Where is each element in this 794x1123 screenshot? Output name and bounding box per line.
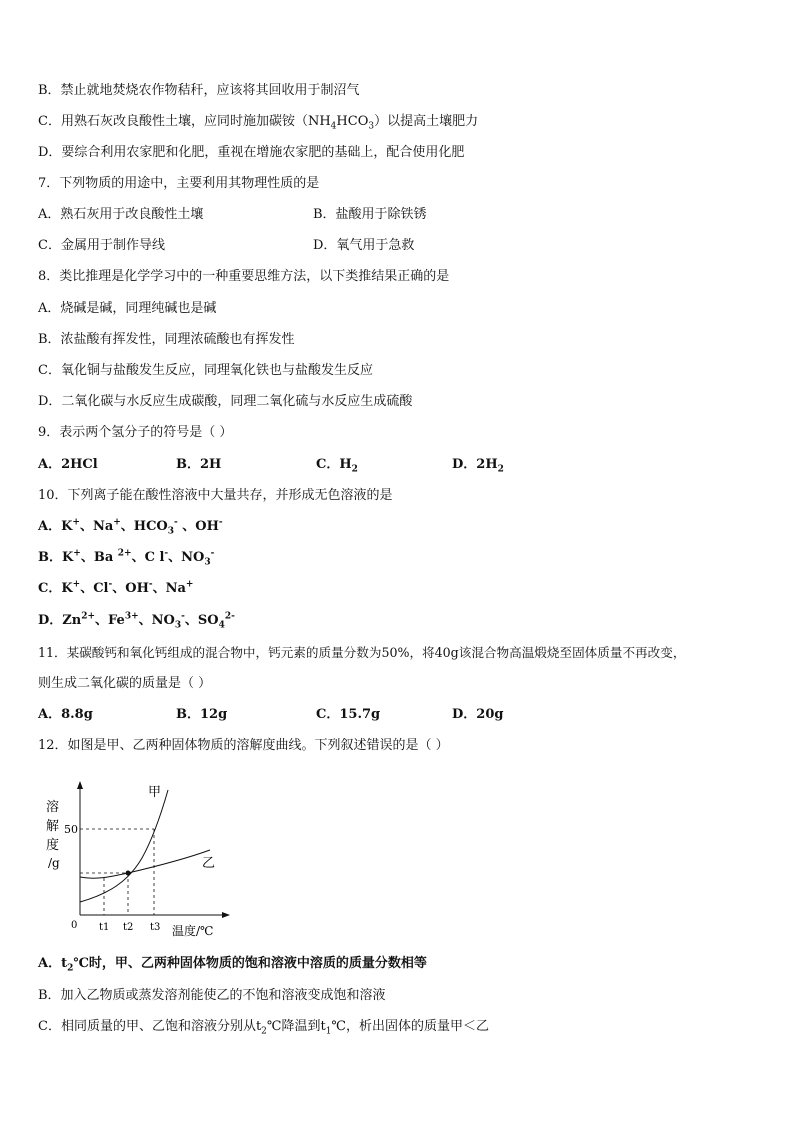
q9-option-a: A．2HCl: [38, 457, 98, 472]
x-tick-t1: t1: [99, 922, 110, 933]
q11-option-d: D．20g: [452, 707, 504, 722]
q7-option-b: B．盐酸用于除铁锈: [313, 207, 427, 222]
q12-option-c: C．相同质量的甲、乙饱和溶液分别从$t_2℃$降温到$t_1℃$，析出固体的质量甲＜乙: [38, 1019, 489, 1037]
q8-option-c: C．氧化铜与盐酸发生反应，同理氧化铁也与盐酸发生反应: [38, 363, 373, 378]
label-jia: 甲: [148, 785, 162, 800]
q12-option-b: B．加入乙物质或蒸发溶剂能使乙的不饱和溶液变成饱和溶液: [38, 988, 386, 1003]
q8-option-a: A．烧碱是碱，同理纯碱也是碱: [38, 301, 217, 316]
question-7-stem: 7．下列物质的用途中，主要利用其物理性质的是: [38, 176, 320, 191]
question-12-stem: 12．如图是甲、乙两种固体物质的溶解度曲线。下列叙述错误的是（ ）: [38, 738, 449, 753]
question-8-stem: 8．类比推理是化学学习中的一种重要思维方法，以下类推结果正确的是: [38, 269, 450, 284]
q8-option-d: D．二氧化碳与水反应生成碳酸，同理二氧化硫与水反应生成硫酸: [38, 394, 413, 409]
curve-jia: [80, 790, 168, 902]
origin-label: 0: [71, 920, 78, 931]
q9-option-d: D．$2H_2$: [452, 457, 504, 475]
x-tick-t2: t2: [123, 922, 134, 933]
q10-option-a: A．K+、Na+、$HCO_3^-$ 、OH-: [38, 517, 223, 537]
q8-option-b: B．浓盐酸有挥发性，同理浓硫酸也有挥发性: [38, 332, 295, 347]
q12-option-a: A．$t_2℃$时，甲、乙两种固体物质的饱和溶液中溶质的质量分数相等: [38, 956, 427, 974]
x-axis-label: 温度/℃: [172, 924, 214, 938]
question-10-stem: 10．下列离子能在酸性溶液中大量共存，并形成无色溶液的是: [38, 488, 393, 503]
intersection-point: [126, 871, 131, 876]
option-d-prev: D．要综合利用农家肥和化肥，重视在增施农家肥的基础上，配合使用化肥: [38, 145, 465, 160]
q9-option-c: C．$H_2$: [316, 457, 358, 475]
q10-option-c: C．K+、Cl-、OH-、Na+: [38, 579, 194, 596]
q11-option-c: C．15.7g: [316, 707, 381, 722]
y-axis-arrow: [77, 781, 83, 789]
question-11-stem-line1: 11．某碳酸钙和氧化钙组成的混合物中，钙元素的质量分数为50%，将40g该混合物高温煅烧至固体质量不再改变，: [38, 645, 686, 660]
y-label-char-2: 解: [46, 819, 60, 834]
y-label-char-3: 度: [46, 838, 60, 853]
x-tick-t3: t3: [150, 922, 161, 933]
q9-option-b: B．2H: [176, 457, 222, 472]
x-axis-arrow: [222, 912, 230, 918]
question-9-stem: 9．表示两个氢分子的符号是（ ）: [38, 425, 233, 440]
option-b-prev: B．禁止就地焚烧农作物秸秆，应该将其回收用于制沼气: [38, 83, 360, 98]
y-label-char-4: /g: [48, 856, 60, 870]
q11-option-a: A．8.8g: [38, 707, 93, 722]
q10-option-d: D．$Zn^{2+}$、$Fe^{3+}$、$NO_3^-$、$SO_4^{2-}$: [38, 611, 235, 631]
curve-yi: [80, 850, 210, 878]
solubility-curve-figure: [38, 778, 238, 943]
q7-option-d: D．氧气用于急救: [313, 238, 415, 253]
q7-option-a: A．熟石灰用于改良酸性土壤: [38, 207, 204, 222]
y-tick-50: 50: [64, 823, 78, 836]
q11-option-b: B．12g: [176, 707, 228, 722]
y-label-char-1: 溶: [46, 800, 60, 815]
q10-option-b: B．K+、Ba $^{2+}$、C l-、$NO_3^-$: [38, 548, 215, 568]
label-yi: 乙: [202, 856, 216, 871]
q7-option-c: C．金属用于制作导线: [38, 238, 165, 253]
question-11-stem-line2: 则生成二氧化碳的质量是（ ）: [38, 676, 212, 691]
option-c-prev: C．用熟石灰改良酸性土壤，应同时施加碳铵$(NH_4HCO_3)$以提高土壤肥力: [38, 114, 479, 132]
